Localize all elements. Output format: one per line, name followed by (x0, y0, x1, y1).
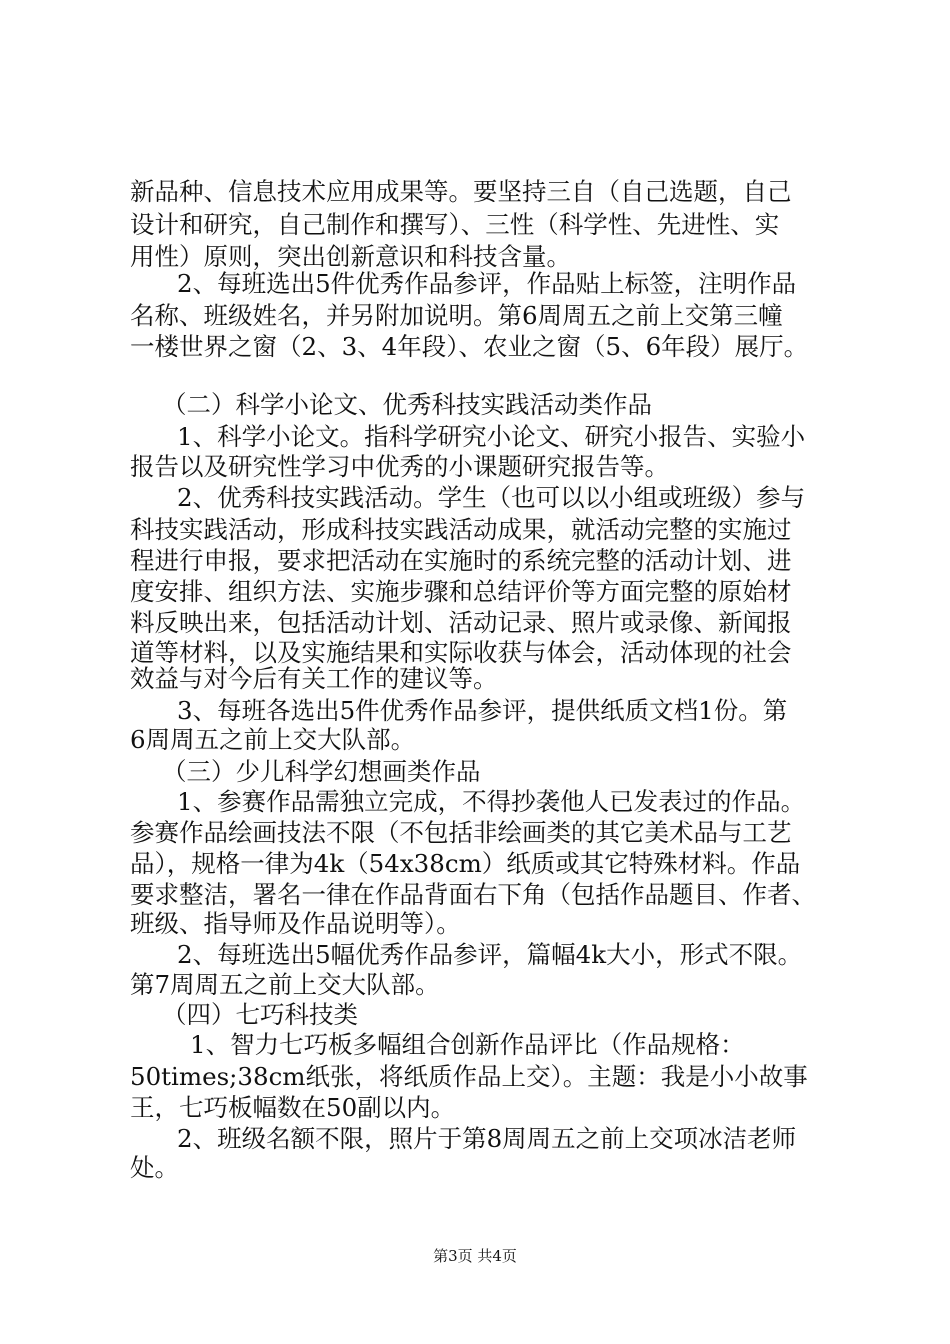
text-line: 处。 (130, 1153, 179, 1182)
text-line: 设计和研究，自己制作和撰写）、三性（科学性、先进性、实 (130, 210, 780, 239)
text-line: 2、班级名额不限，照片于第8周周五之前上交项冰洁老师 (177, 1124, 797, 1153)
text-line: 效益与对今后有关工作的建议等。 (130, 664, 498, 693)
text-line: 1、科学小论文。指科学研究小论文、研究小报告、实验小 (177, 422, 806, 451)
section-heading: （二）科学小论文、优秀科技实践活动类作品 (162, 390, 652, 419)
section-heading: （四）七巧科技类 (162, 1000, 358, 1029)
text-line: 度安排、组织方法、实施步骤和总结评价等方面完整的原始材 (130, 577, 792, 606)
text-line: 料反映出来，包括活动计划、活动记录、照片或录像、新闻报 (130, 608, 792, 637)
text-line: 6周周五之前上交大队部。 (130, 725, 416, 754)
text-line: 1、参赛作品需独立完成，不得抄袭他人已发表过的作品。 (177, 787, 806, 816)
text-line: 班级、指导师及作品说明等）。 (130, 909, 461, 938)
text-line: 第7周周五之前上交大队部。 (130, 970, 440, 999)
text-line: 2、优秀科技实践活动。学生（也可以以小组或班级）参与 (177, 483, 806, 512)
text-line: 50times;38cm纸张，将纸质作品上交）。主题：我是小小故事 (130, 1062, 808, 1091)
text-line: 要求整洁，署名一律在作品背面右下角（包括作品题目、作者、 (130, 880, 816, 909)
text-line: 程进行申报，要求把活动在实施时的系统完整的活动计划、进 (130, 546, 792, 575)
text-line: 新品种、信息技术应用成果等。要坚持三自（自己选题，自己 (130, 177, 792, 206)
text-line: 一楼世界之窗（2、3、4年段）、农业之窗（5、6年段）展厅。 (130, 332, 809, 361)
page-footer: 第3页 共4页 (433, 1247, 517, 1265)
text-line: 王，七巧板幅数在50副以内。 (130, 1093, 456, 1122)
text-line: 2、每班选出5件优秀作品参评，作品贴上标签，注明作品 (177, 269, 797, 298)
text-line: 1、智力七巧板多幅组合创新作品评比（作品规格： (190, 1030, 745, 1059)
text-line: 品），规格一律为4k（54x38cm）纸质或其它特殊材料。作品 (130, 849, 801, 878)
section-heading: （三）少儿科学幻想画类作品 (162, 757, 481, 786)
text-line: 报告以及研究性学习中优秀的小课题研究报告等。 (130, 452, 669, 481)
text-line: 3、每班各选出5件优秀作品参评，提供纸质文档1份。第 (177, 696, 788, 725)
text-line: 科技实践活动，形成科技实践活动成果，就活动完整的实施过 (130, 515, 792, 544)
text-line: 道等材料，以及实施结果和实际收获与体会，活动体现的社会 (130, 638, 792, 667)
text-line: 2、每班选出5幅优秀作品参评，篇幅4k大小，形式不限。 (177, 940, 803, 969)
text-line: 用性）原则，突出创新意识和科技含量。 (130, 242, 571, 271)
text-line: 名称、班级姓名，并另附加说明。第6周周五之前上交第三幢 (130, 301, 783, 330)
text-line: 参赛作品绘画技法不限（不包括非绘画类的其它美术品与工艺 (130, 818, 792, 847)
